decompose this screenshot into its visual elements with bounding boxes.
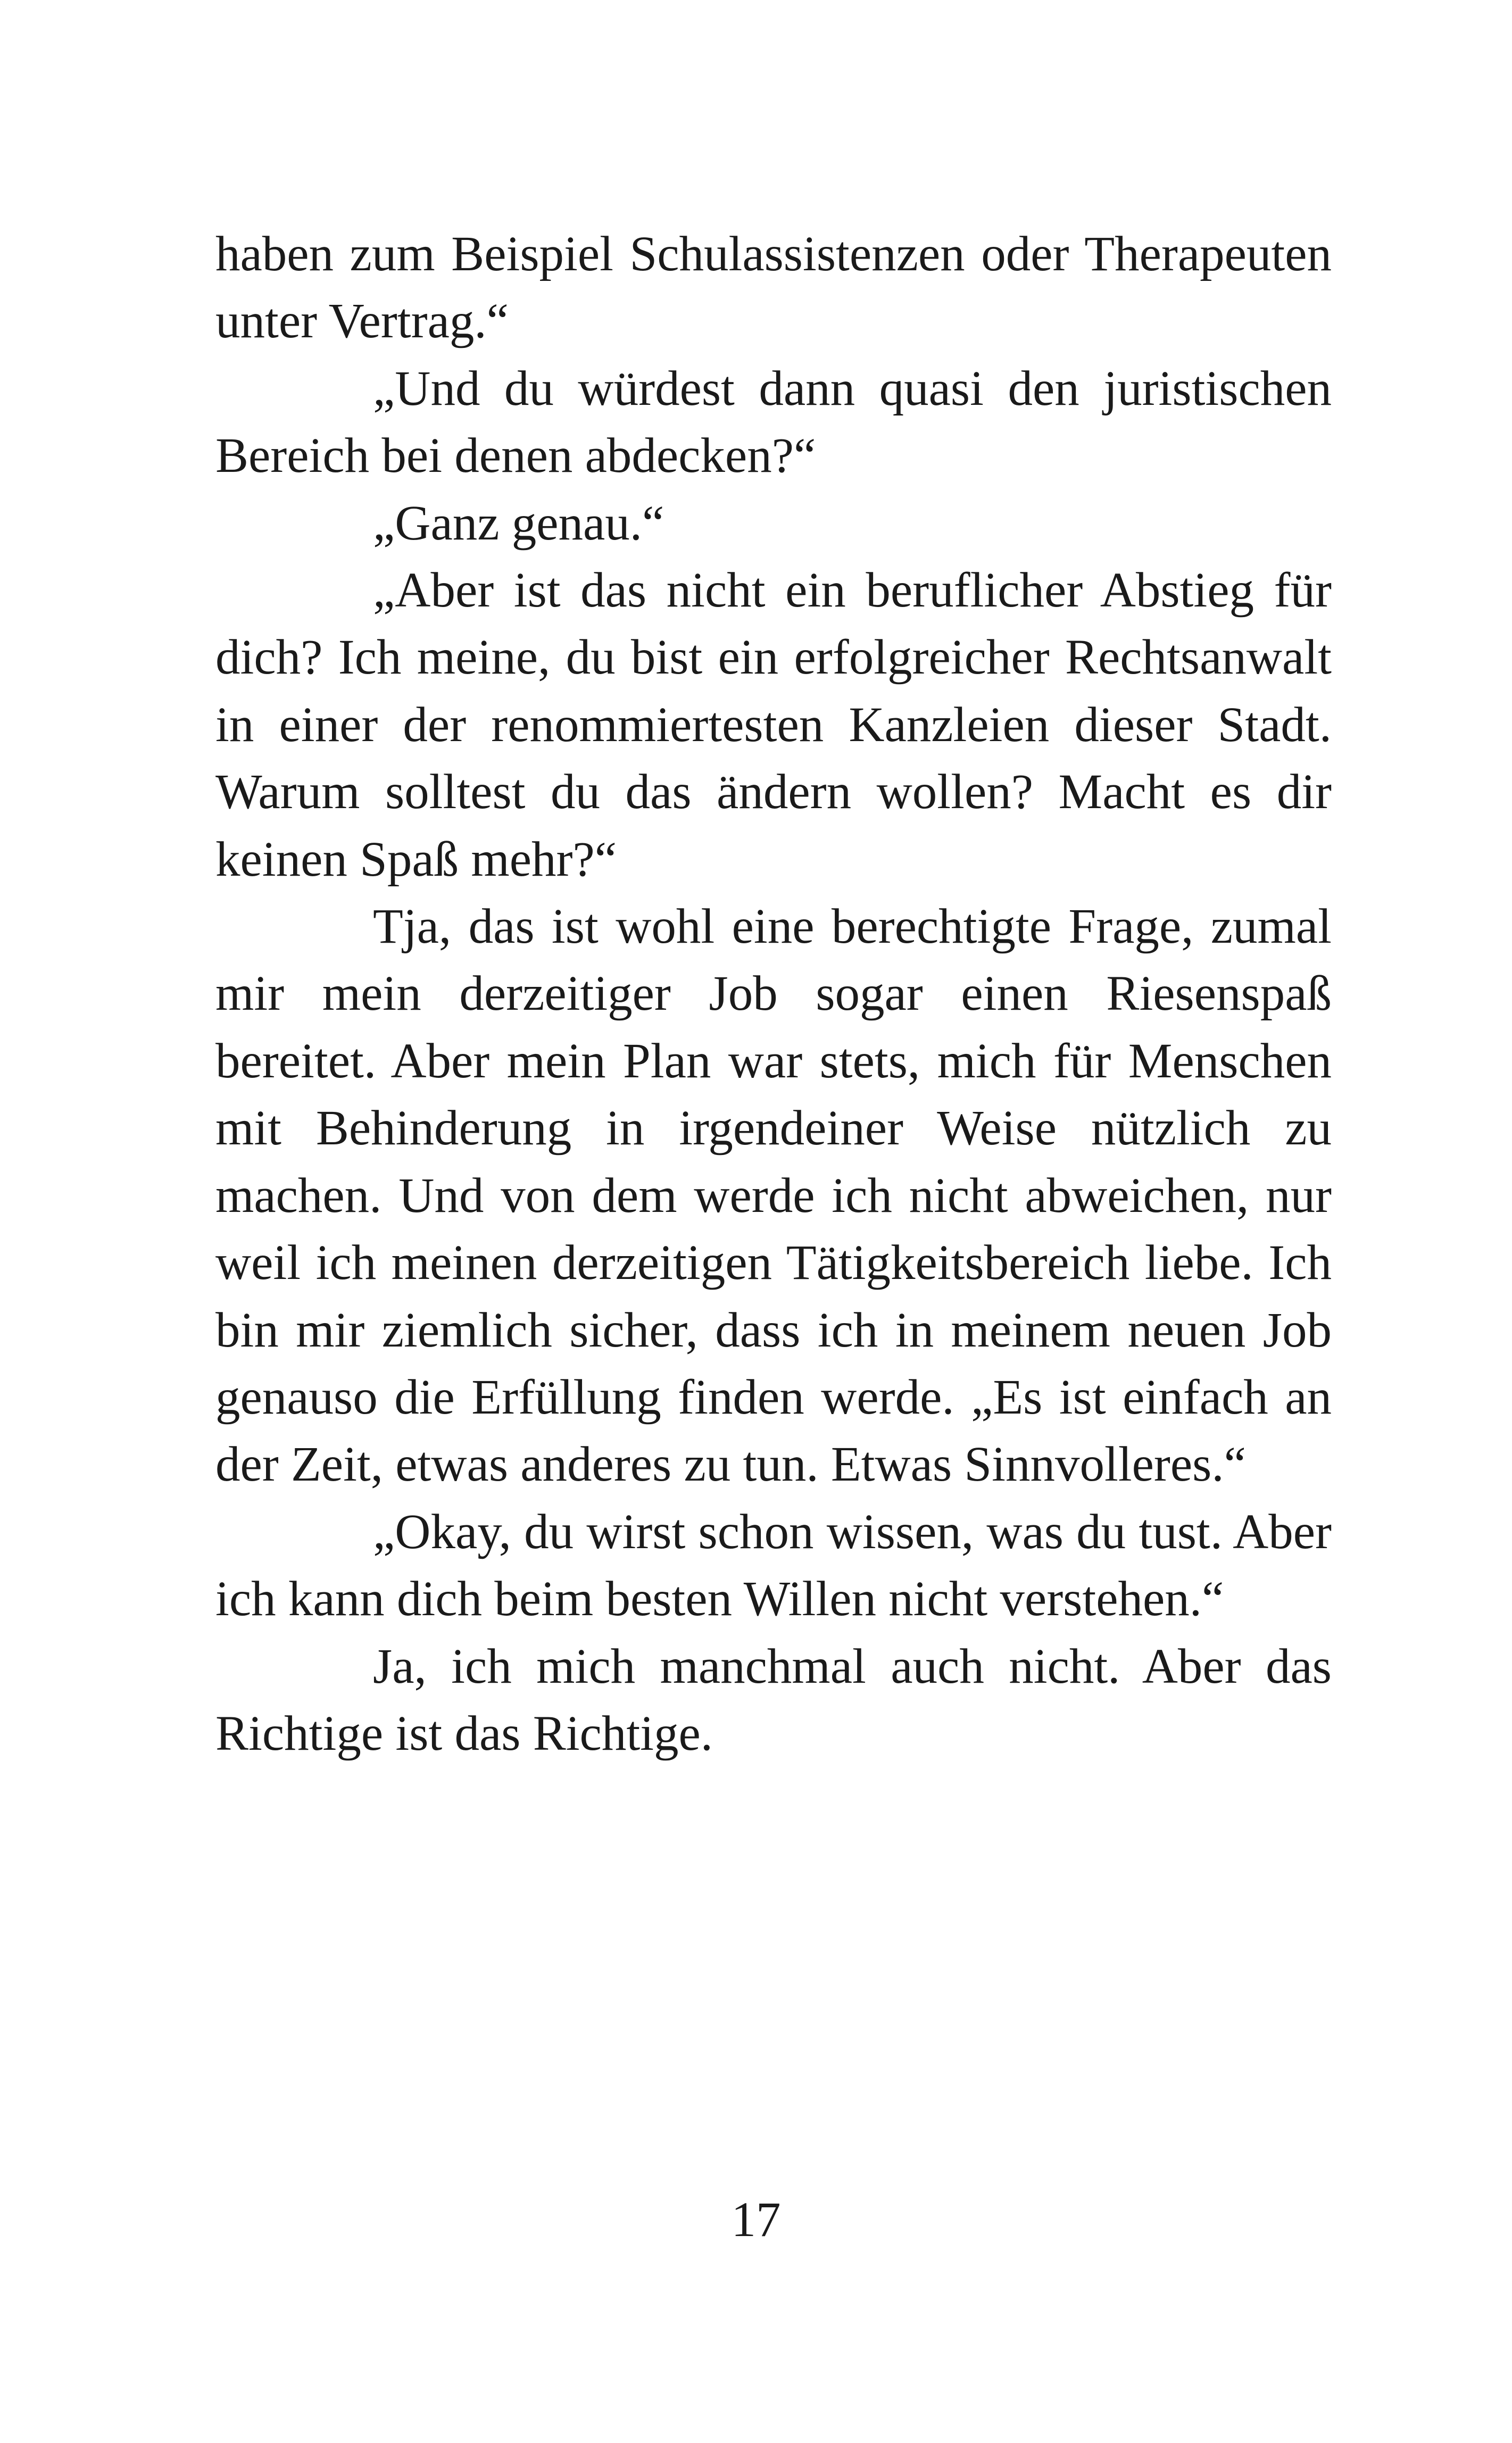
paragraph-4: „Aber ist das nicht ein beruflicher Abstieg für dich? Ich meine, du bist ein erfolgreicher Rechtsanwalt in einer der renommiertesten Kanzleien dieser Stadt. Warum solltest du das ändern wollen? Macht es dir keinen Spaß mehr?“ (215, 563, 1332, 887)
paragraph-6: „Okay, du wirst schon wissen, was du tust. Aber ich kann dich beim besten Willen nicht verstehen.“ (215, 1504, 1332, 1627)
paragraph-1: haben zum Beispiel Schulassistenzen oder Therapeuten unter Vertrag.“ (215, 227, 1332, 349)
paragraph-3: „Ganz genau.“ (373, 495, 664, 551)
paragraph-5: Tja, das ist wohl eine berechtigte Frage, zumal mir mein derzeitiger Job sogar einen Riesenspaß bereitet. Aber mein Plan war stets, mich für Menschen mit Behinderung in irgendeiner Weise nützlich zu machen. Und von dem werde ich nicht abweichen, nur weil ich meinen derzeitigen Tätigkeitsbereich liebe. Ich bin mir ziemlich sicher, dass ich in meinem neuen Job genauso die Erfüllung finden werde. „Es ist einfach an der Zeit, etwas anderes zu tun. Etwas Sinnvolleres.“ (215, 899, 1332, 1492)
paragraph-2: „Und du würdest dann quasi den juristischen Bereich bei denen abdecken?“ (215, 361, 1332, 484)
body-text (215, 221, 1332, 1767)
page-number: 17 (731, 2192, 781, 2247)
paragraph-7: Ja, ich mich manchmal auch nicht. Aber das Richtige ist das Richtige. (215, 1639, 1332, 1761)
